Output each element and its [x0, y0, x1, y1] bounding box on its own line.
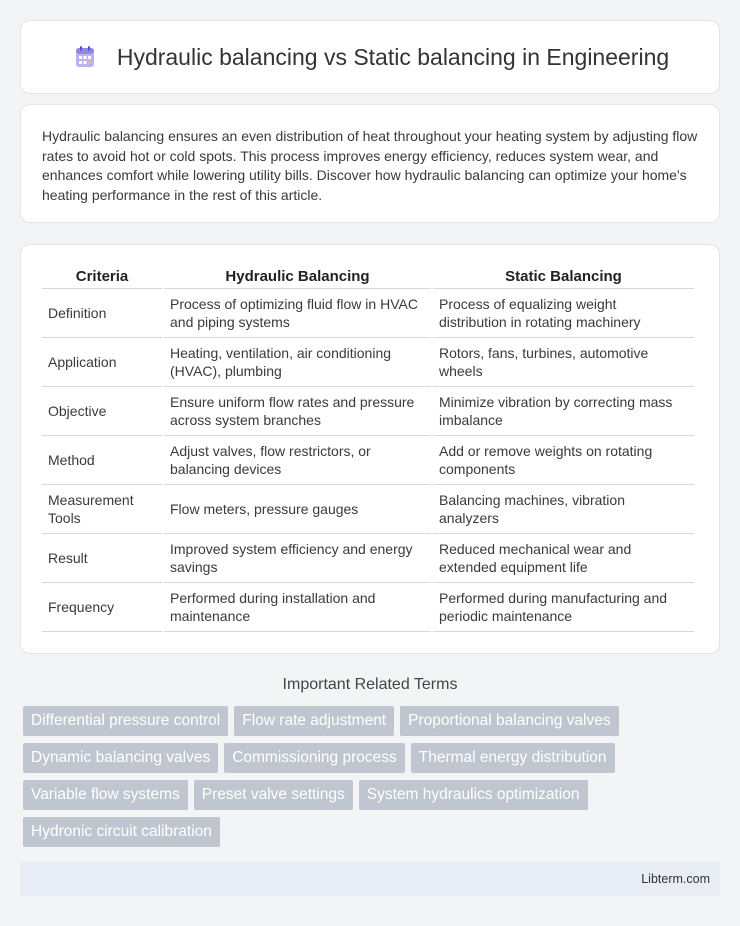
related-term-tag[interactable]: Proportional balancing valves [400, 706, 618, 736]
criteria-cell: Definition [42, 289, 162, 338]
related-term-tag[interactable]: Commissioning process [224, 743, 405, 773]
criteria-cell: Measurement Tools [42, 485, 162, 534]
related-terms-title: Important Related Terms [282, 676, 458, 693]
related-terms-tags [23, 706, 683, 847]
table-row [42, 338, 694, 387]
table-row [42, 583, 694, 632]
related-term-tag[interactable]: Variable flow systems [23, 780, 188, 810]
hydraulic-cell: Improved system efficiency and energy savings [164, 534, 431, 583]
hydraulic-cell: Process of optimizing fluid flow in HVAC and piping systems [164, 289, 431, 338]
related-term-tag[interactable]: Thermal energy distribution [411, 743, 615, 773]
intro-card [20, 104, 720, 223]
static-cell: Rotors, fans, turbines, automotive wheels [433, 338, 694, 387]
static-cell: Minimize vibration by correcting mass imbalance [433, 387, 694, 436]
static-cell: Performed during manufacturing and periodic maintenance [433, 583, 694, 632]
criteria-cell: Application [42, 338, 162, 387]
criteria-cell: Method [42, 436, 162, 485]
hydraulic-cell: Performed during installation and maintenance [164, 583, 431, 632]
table-row [42, 534, 694, 583]
table-row [42, 485, 694, 534]
page-title: Hydraulic balancing vs Static balancing in Engineering [116, 43, 670, 70]
criteria-cell: Result [42, 534, 162, 583]
comparison-table [40, 263, 696, 632]
related-term-tag[interactable]: Preset valve settings [194, 780, 353, 810]
comparison-table-card [20, 244, 720, 654]
hydraulic-cell: Flow meters, pressure gauges [164, 485, 431, 534]
related-term-tag[interactable]: Differential pressure control [23, 706, 228, 736]
related-term-tag[interactable]: Flow rate adjustment [234, 706, 394, 736]
related-term-tag[interactable]: Hydronic circuit calibration [23, 817, 220, 847]
static-cell: Process of equalizing weight distribution in rotating machinery [433, 289, 694, 338]
document-icon [71, 43, 99, 71]
criteria-cell: Objective [42, 387, 162, 436]
table-row [42, 387, 694, 436]
hydraulic-cell: Heating, ventilation, air conditioning (HVAC), plumbing [164, 338, 431, 387]
table-row [42, 436, 694, 485]
column-header: Static Balancing [433, 263, 694, 289]
related-term-tag[interactable]: Dynamic balancing valves [23, 743, 218, 773]
related-term-tag[interactable]: System hydraulics optimization [359, 780, 588, 810]
static-cell: Balancing machines, vibration analyzers [433, 485, 694, 534]
static-cell: Add or remove weights on rotating components [433, 436, 694, 485]
title-wrap [71, 43, 669, 71]
static-cell: Reduced mechanical wear and extended equipment life [433, 534, 694, 583]
hydraulic-cell: Ensure uniform flow rates and pressure across system branches [164, 387, 431, 436]
criteria-cell: Frequency [42, 583, 162, 632]
hydraulic-cell: Adjust valves, flow restrictors, or balancing devices [164, 436, 431, 485]
table-header-row [42, 263, 694, 289]
footer-site-link[interactable]: Libterm.com [641, 872, 710, 886]
intro-paragraph: Hydraulic balancing ensures an even distribution of heat throughout your heating system by adjusting flow rates to avoid hot or cold spots. This process improves energy efficiency, reduces system wear, and enhances comfort while lowering utility bills. Discover how hydraulic balancing can optimize your home's heating performance in the rest of this article. [42, 128, 698, 203]
footer [20, 862, 720, 896]
table-row [42, 289, 694, 338]
column-header: Hydraulic Balancing [164, 263, 431, 289]
column-header: Criteria [42, 263, 162, 289]
header-card [20, 20, 720, 94]
